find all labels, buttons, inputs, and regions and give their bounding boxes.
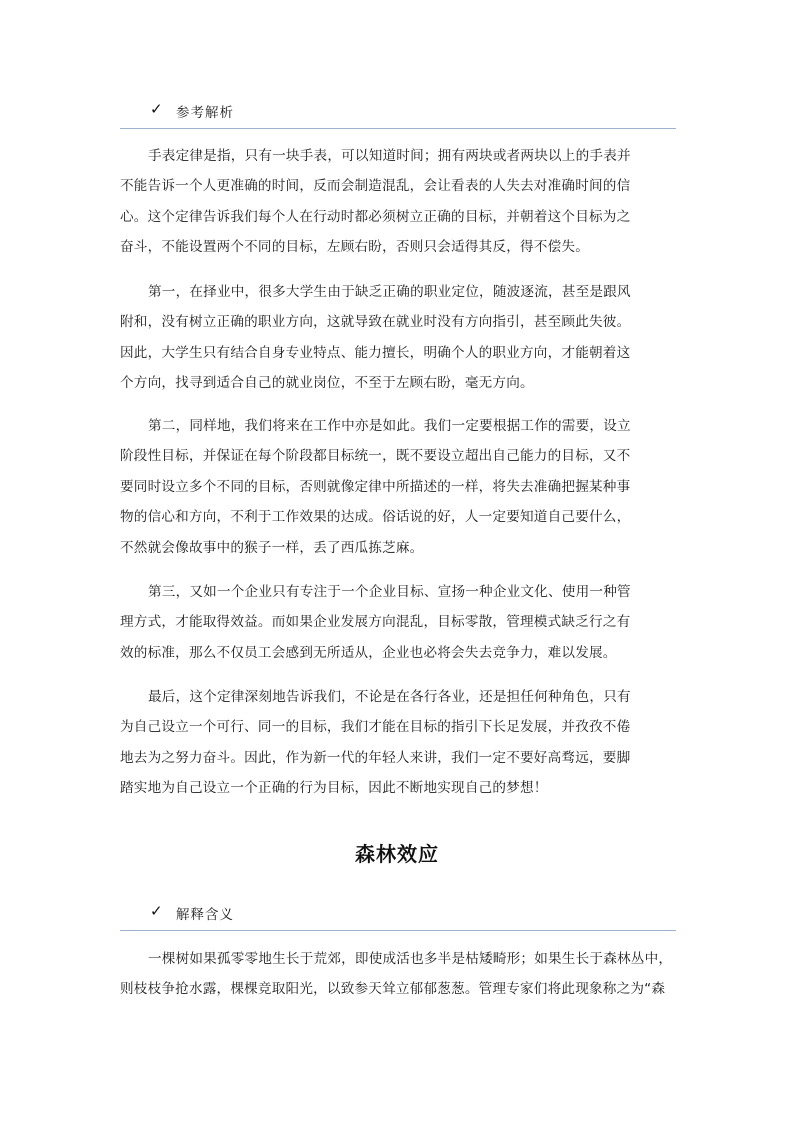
text-line: 要同时设立多个不同的目标，否则就像定律中所描述的一样，将失去准确把握某种事	[120, 478, 631, 495]
paragraph-3	[120, 411, 680, 563]
section-heading: 解释含义	[176, 907, 234, 923]
paragraph-6	[120, 944, 680, 1005]
checkmark-icon: ✓	[150, 902, 163, 920]
text-line: 地去为之努力奋斗。因此，作为新一代的年轻人来讲，我们一定不要好高骛远，要脚	[120, 749, 631, 766]
section-header-meaning	[120, 900, 676, 931]
paragraph-4	[120, 577, 680, 668]
text-line: 阶段性目标，并保证在每个阶段都目标统一，既不要设立超出自己能力的目标，又不	[120, 448, 631, 465]
text-line: 不能告诉一个人更准确的时间，反而会制造混乱，会让看表的人失去对准确时间的信	[120, 178, 631, 195]
text-line: 附和，没有树立正确的职业方向，这就导致在就业时没有方向指引，甚至顾此失彼。	[120, 314, 631, 331]
text-line: 第一，在择业中，很多大学生由于缺乏正确的职业定位，随波逐流，甚至是跟风	[148, 284, 631, 300]
section-heading: 参考解析	[176, 105, 234, 121]
text-line: 理方式，才能取得效益。而如果企业发展方向混乱，目标零散，管理模式缺乏行之有	[120, 614, 631, 631]
paragraph-1	[120, 141, 680, 263]
text-line: 则枝枝争抢水露，棵棵竞取阳光，以致参天耸立郁郁葱葱。管理专家们将此现象称之为“森	[120, 981, 666, 998]
paragraph-5	[120, 682, 680, 804]
text-line: 第三，又如一个企业只有专注于一个企业目标、宣扬一种企业文化、使用一种管	[148, 584, 631, 600]
text-line: 为自己设立一个可行、同一的目标，我们才能在目标的指引下长足发展，并孜孜不倦	[120, 719, 631, 736]
text-line: 物的信心和方向，不利于工作效果的达成。俗话说的好，人一定要知道自己要什么，	[120, 509, 631, 526]
text-line: 个方向，找寻到适合自己的就业岗位，不至于左顾右盼，毫无方向。	[120, 375, 534, 392]
text-line: 因此，大学生只有结合自身专业特点、能力擅长，明确个人的职业方向，才能朝着这	[120, 344, 631, 361]
text-line: 奋斗，不能设置两个不同的目标，左顾右盼，否则只会适得其反，得不偿失。	[120, 239, 589, 256]
checkmark-icon: ✓	[150, 100, 163, 118]
text-line: 最后，这个定律深刻地告诉我们，不论是在各行各业，还是担任何种角色，只有	[148, 689, 631, 705]
text-line: 踏实地为自己设立一个正确的行为目标，因此不断地实现自己的梦想！	[120, 780, 548, 797]
text-line: 效的标准，那么不仅员工会感到无所适从，企业也必将会失去竞争力，难以发展。	[120, 644, 617, 661]
section-header-analysis	[120, 98, 676, 129]
page-title: 森林效应	[355, 842, 439, 866]
text-line: 第二，同样地，我们将来在工作中亦是如此。我们一定要根据工作的需要，设立	[148, 418, 631, 434]
text-line: 心。这个定律告诉我们每个人在行动时都必须树立正确的目标，并朝着这个目标为之	[120, 208, 631, 225]
text-line: 不然就会像故事中的猴子一样，丢了西瓜拣芝麻。	[120, 539, 424, 556]
paragraph-2	[120, 277, 680, 399]
text-line: 一棵树如果孤零零地生长于荒郊，即使成活也多半是枯矮畸形；如果生长于森林丛中，	[148, 951, 673, 967]
text-line: 手表定律是指，只有一块手表，可以知道时间；拥有两块或者两块以上的手表并	[148, 148, 631, 164]
